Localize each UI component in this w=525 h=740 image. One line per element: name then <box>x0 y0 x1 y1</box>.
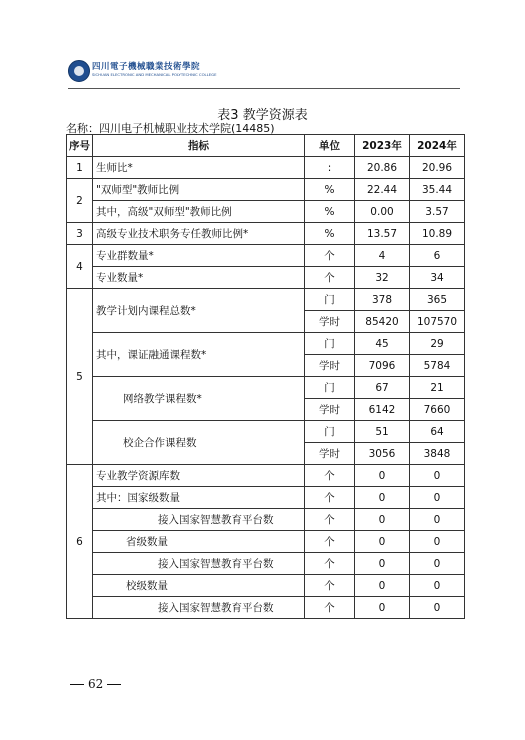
page-number-value: 62 <box>88 677 104 691</box>
row-value-2024: 0 <box>410 597 465 619</box>
row-value-2023: 45 <box>355 333 410 355</box>
row-value-2023: 67 <box>355 377 410 399</box>
row-value-2023: 3056 <box>355 443 410 465</box>
row-label: 网络教学课程数* <box>93 377 305 421</box>
table-row <box>67 553 465 575</box>
row-value-2024: 20.96 <box>410 157 465 179</box>
row-value-2023: 32 <box>355 267 410 289</box>
row-value-2024: 6 <box>410 245 465 267</box>
row-value-2024: 3848 <box>410 443 465 465</box>
row-label: 校企合作课程数 <box>93 421 305 465</box>
row-label: 接入国家智慧教育平台数 <box>93 553 305 575</box>
row-unit: 学时 <box>305 355 355 377</box>
row-value-2023: 85420 <box>355 311 410 333</box>
table-title: 表3 教学资源表 <box>217 108 308 123</box>
row-label: 专业群数量* <box>93 245 305 267</box>
row-unit: % <box>305 223 355 245</box>
row-unit: 个 <box>305 575 355 597</box>
row-unit: 学时 <box>305 399 355 421</box>
row-unit: 门 <box>305 289 355 311</box>
row-label: 省级数量 <box>93 531 305 553</box>
table-row <box>67 487 465 509</box>
row-seq: 6 <box>67 465 93 619</box>
row-value-2024: 21 <box>410 377 465 399</box>
row-label: 其中：国家级数量 <box>93 487 305 509</box>
row-value-2023: 20.86 <box>355 157 410 179</box>
row-unit: 门 <box>305 421 355 443</box>
row-value-2024: 0 <box>410 575 465 597</box>
row-value-2024: 5784 <box>410 355 465 377</box>
row-value-2023: 22.44 <box>355 179 410 201</box>
row-unit: 个 <box>305 245 355 267</box>
row-unit: % <box>305 201 355 223</box>
row-seq: 5 <box>67 289 93 465</box>
header-2024: 2024年 <box>410 135 465 157</box>
row-unit: 个 <box>305 531 355 553</box>
table-row <box>67 575 465 597</box>
row-value-2024: 0 <box>410 509 465 531</box>
table-row <box>67 377 465 399</box>
row-label: 教学计划内课程总数* <box>93 289 305 333</box>
table-row <box>67 223 465 245</box>
row-value-2024: 35.44 <box>410 179 465 201</box>
table-row <box>67 179 465 201</box>
row-value-2023: 0 <box>355 465 410 487</box>
header-divider <box>68 88 460 89</box>
row-label: 专业数量* <box>93 267 305 289</box>
row-value-2023: 4 <box>355 245 410 267</box>
row-label: 校级数量 <box>93 575 305 597</box>
table-row <box>67 245 465 267</box>
row-value-2023: 0.00 <box>355 201 410 223</box>
row-value-2023: 0 <box>355 487 410 509</box>
row-value-2024: 34 <box>410 267 465 289</box>
row-value-2023: 378 <box>355 289 410 311</box>
table-row <box>67 267 465 289</box>
table-row <box>67 465 465 487</box>
table-row <box>67 421 465 443</box>
row-label: "双师型"教师比例 <box>93 179 305 201</box>
row-value-2024: 64 <box>410 421 465 443</box>
teaching-resources-table <box>66 134 465 619</box>
row-unit: 个 <box>305 487 355 509</box>
school-logo-icon <box>68 60 90 82</box>
row-seq: 3 <box>67 223 93 245</box>
row-value-2024: 0 <box>410 553 465 575</box>
table-row <box>67 333 465 355</box>
row-label: 其中，课证融通课程数* <box>93 333 305 377</box>
row-value-2024: 0 <box>410 531 465 553</box>
row-value-2024: 3.57 <box>410 201 465 223</box>
header-2023: 2023年 <box>355 135 410 157</box>
row-label: 生师比* <box>93 157 305 179</box>
school-name-en: SICHUAN ELECTRONIC AND MECHANICAL POLYTECHNIC COLLEGE <box>92 72 217 77</box>
table-row <box>67 531 465 553</box>
row-label: 专业教学资源库数 <box>93 465 305 487</box>
row-value-2024: 10.89 <box>410 223 465 245</box>
header-indicator: 指标 <box>93 135 305 157</box>
table-row <box>67 597 465 619</box>
table-name: 名称：四川电子机械职业技术学院(14485) <box>66 122 275 135</box>
row-unit: 学时 <box>305 311 355 333</box>
row-value-2023: 0 <box>355 553 410 575</box>
row-value-2023: 51 <box>355 421 410 443</box>
row-unit: 门 <box>305 333 355 355</box>
row-seq: 2 <box>67 179 93 223</box>
table-row <box>67 157 465 179</box>
row-unit: 学时 <box>305 443 355 465</box>
row-unit: 门 <box>305 377 355 399</box>
row-label: 接入国家智慧教育平台数 <box>93 597 305 619</box>
row-value-2024: 365 <box>410 289 465 311</box>
row-seq: 1 <box>67 157 93 179</box>
row-unit: : <box>305 157 355 179</box>
page-number-dash-left <box>70 684 84 685</box>
header-unit: 单位 <box>305 135 355 157</box>
school-name-cn: 四川電子機械職業技術學院 <box>92 62 201 72</box>
table-header-row <box>67 135 465 157</box>
table-row <box>67 509 465 531</box>
row-value-2023: 7096 <box>355 355 410 377</box>
row-value-2023: 6142 <box>355 399 410 421</box>
row-seq: 4 <box>67 245 93 289</box>
header-seq: 序号 <box>67 135 93 157</box>
row-unit: % <box>305 179 355 201</box>
row-value-2023: 0 <box>355 531 410 553</box>
row-value-2023: 13.57 <box>355 223 410 245</box>
row-unit: 个 <box>305 597 355 619</box>
row-value-2023: 0 <box>355 575 410 597</box>
row-unit: 个 <box>305 465 355 487</box>
table-row <box>67 289 465 311</box>
row-value-2024: 107570 <box>410 311 465 333</box>
table-row <box>67 201 465 223</box>
row-value-2024: 29 <box>410 333 465 355</box>
row-label: 高级专业技术职务专任教师比例* <box>93 223 305 245</box>
row-value-2024: 0 <box>410 465 465 487</box>
row-value-2023: 0 <box>355 597 410 619</box>
page-number <box>66 677 125 691</box>
page-header <box>68 58 448 88</box>
row-value-2024: 0 <box>410 487 465 509</box>
row-unit: 个 <box>305 509 355 531</box>
row-label: 接入国家智慧教育平台数 <box>93 509 305 531</box>
page-number-dash-right <box>107 684 121 685</box>
row-label: 其中，高级"双师型"教师比例 <box>93 201 305 223</box>
row-unit: 个 <box>305 267 355 289</box>
row-unit: 个 <box>305 553 355 575</box>
row-value-2023: 0 <box>355 509 410 531</box>
row-value-2024: 7660 <box>410 399 465 421</box>
